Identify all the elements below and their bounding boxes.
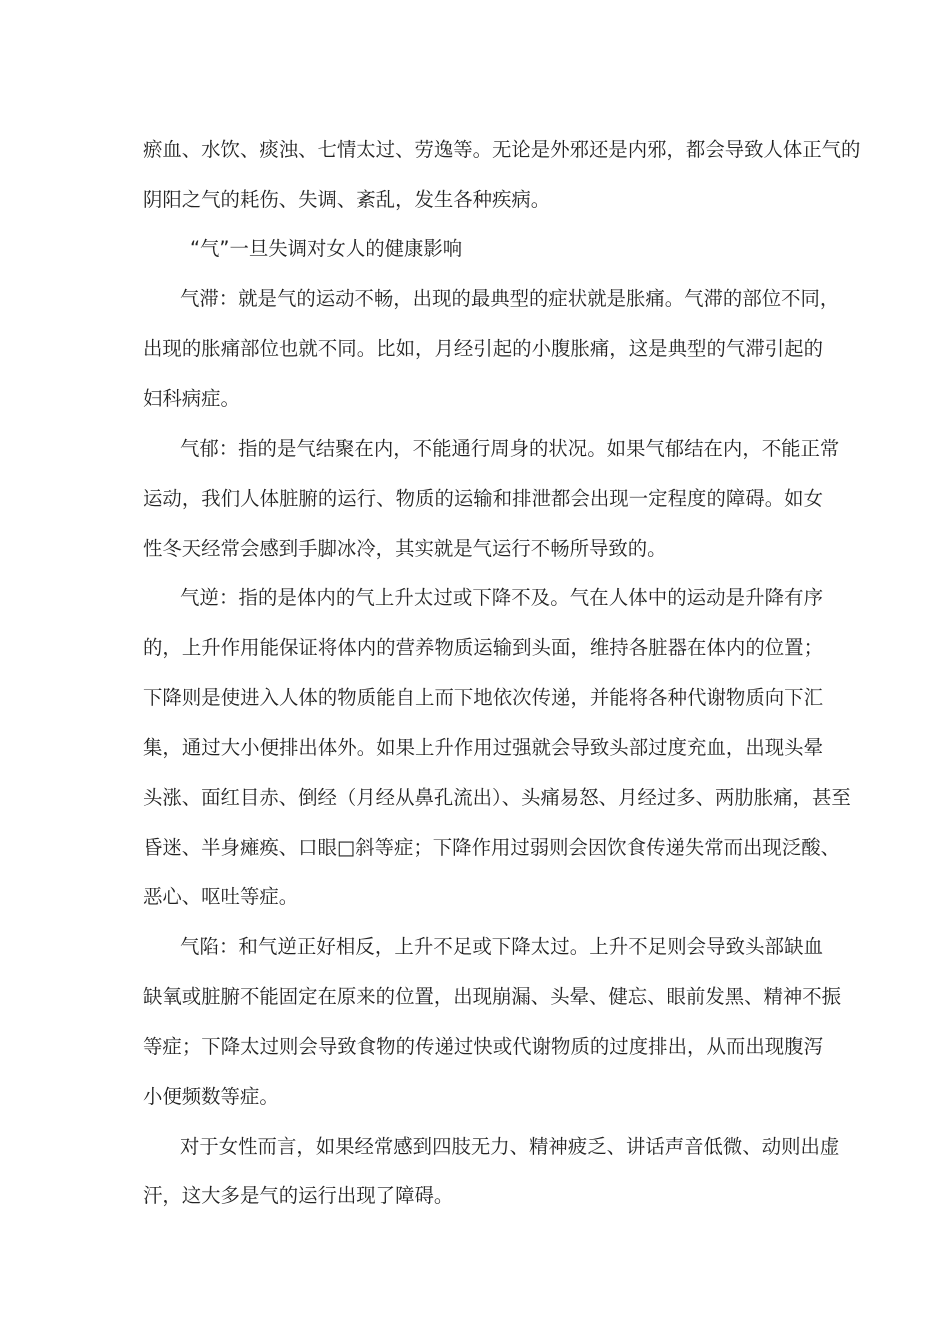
text-line: 出现的胀痛部位也就不同。比如，月经引起的小腹胀痛，这是典型的气滞引起的: [143, 337, 823, 360]
text-line: 头涨、面红目赤、倒经（月经从鼻孔流出）、头痛易怒、月经过多、两肋胀痛，甚至: [143, 786, 851, 809]
text-line: 运动，我们人体脏腑的运行、物质的运输和排泄都会出现一定程度的障碍。如女: [143, 487, 823, 510]
text-line: 瘀血、水饮、痰浊、七情太过、劳逸等。无论是外邪还是内邪，都会导致人体正气的: [143, 138, 861, 161]
text-line: 恶心、呕吐等症。: [143, 885, 299, 908]
text-line: 昏迷、半身瘫痪、口眼□斜等症；下降作用过弱则会因饮食传递失常而出现泛酸、: [143, 836, 840, 859]
text-line: 气滞：就是气的运动不畅，出现的最典型的症状就是胀痛。气滞的部位不同，: [180, 287, 840, 310]
text-line: 集，通过大小便排出体外。如果上升作用过强就会导致头部过度充血，出现头晕: [143, 736, 823, 759]
text-line: 气陷：和气逆正好相反，上升不足或下降太过。上升不足则会导致头部缺血: [180, 935, 823, 958]
text-line: 气逆：指的是体内的气上升太过或下降不及。气在人体中的运动是升降有序: [180, 586, 823, 609]
text-line: 对于女性而言，如果经常感到四肢无力、精神疲乏、讲话声音低微、动则出虚: [180, 1135, 840, 1158]
section-heading: “气”一旦失调对女人的健康影响: [190, 237, 463, 260]
text-line: 等症；下降太过则会导致食物的传递过快或代谢物质的过度排出，从而出现腹泻: [143, 1035, 823, 1058]
text-line: 小便频数等症。: [143, 1085, 279, 1108]
text-line: 的，上升作用能保证将体内的营养物质运输到头面，维持各脏器在体内的位置；: [143, 636, 823, 659]
text-line: 性冬天经常会感到手脚冰冷，其实就是气运行不畅所导致的。: [143, 537, 667, 560]
text-line: 汗，这大多是气的运行出现了障碍。: [143, 1184, 454, 1207]
text-line: 缺氧或脏腑不能固定在原来的位置，出现崩漏、头晕、健忘、眼前发黑、精神不振: [143, 985, 842, 1008]
text-line: 下降则是使进入人体的物质能自上而下地依次传递，并能将各种代谢物质向下汇: [143, 686, 823, 709]
text-line: 阴阳之气的耗伤、失调、紊乱，发生各种疾病。: [143, 188, 551, 211]
text-line: 气郁：指的是气结聚在内，不能通行周身的状况。如果气郁结在内，不能正常: [180, 437, 840, 460]
text-line: 妇科病症。: [143, 387, 240, 410]
